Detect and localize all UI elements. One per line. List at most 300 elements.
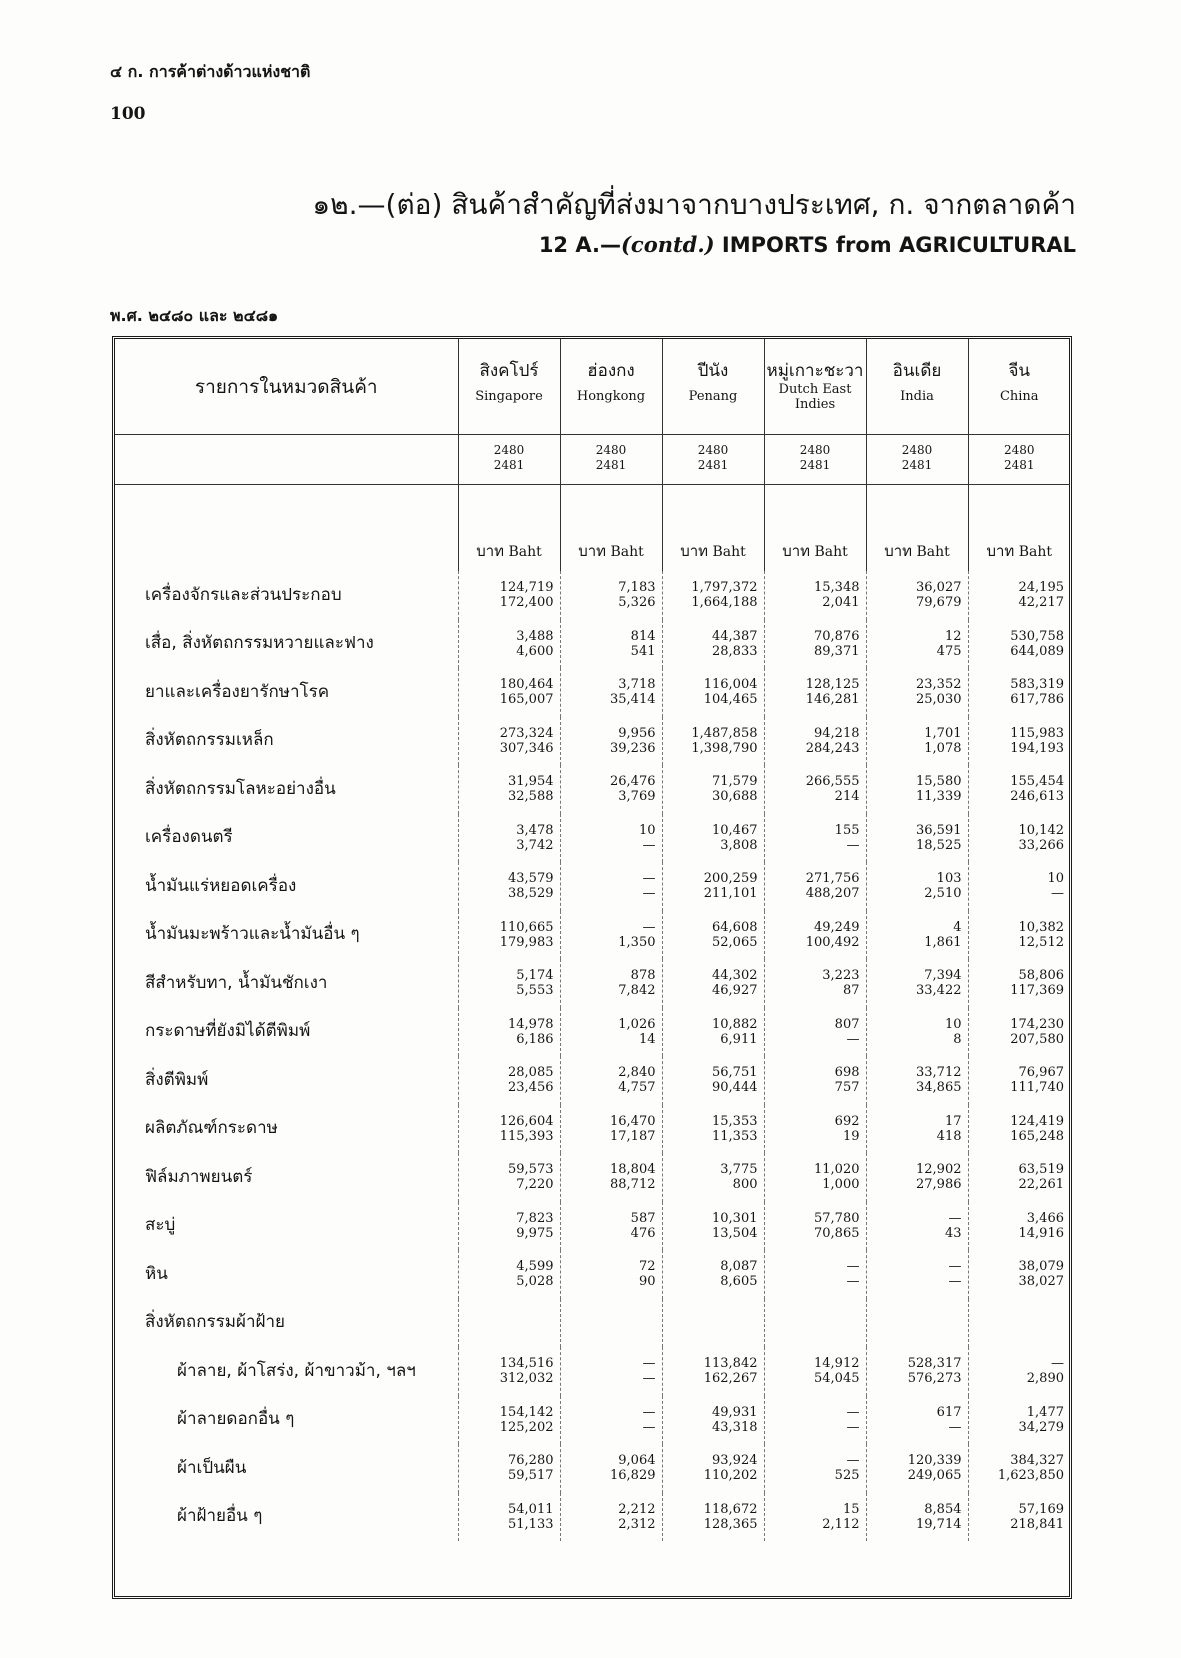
country-header (458, 339, 560, 435)
year-label: 2481 (697, 458, 729, 472)
value-cell (662, 1008, 764, 1057)
value-2481: 18,525 (916, 837, 962, 853)
value-cell (764, 1105, 866, 1154)
value-cell (866, 717, 968, 766)
value-cell (560, 1008, 662, 1057)
title-english-number: 12 A.— (538, 233, 621, 257)
value-cell (458, 1153, 560, 1202)
table-row (115, 1056, 1070, 1105)
table-row (115, 1299, 1070, 1348)
value-cell (866, 1493, 968, 1542)
value-2481: 111,740 (1010, 1080, 1064, 1096)
table-row (115, 1396, 1070, 1445)
value-cell (764, 814, 866, 863)
unit-label-thai: บาท (578, 542, 607, 560)
value-2481: 541 (630, 643, 656, 659)
value-2481: 179,983 (499, 934, 554, 950)
value-2480: 200,259 (703, 871, 758, 887)
country-name-thai: ปีนัง (697, 361, 729, 381)
value-cell (662, 959, 764, 1008)
unit-label-english: Baht (610, 544, 644, 560)
row-item-label: ผ้าฝ้ายอื่น ๆ (177, 1506, 263, 1527)
value-2481: 11,353 (712, 1128, 758, 1144)
value-2481: 576,273 (907, 1371, 962, 1387)
value-2480: 126,604 (499, 1113, 554, 1129)
value-2480: 3,488 (516, 628, 554, 644)
value-cell (458, 1202, 560, 1251)
value-2481: 218,841 (1010, 1516, 1064, 1532)
value-2481: 1,350 (618, 934, 656, 950)
value-cell (968, 959, 1070, 1008)
value-2480: 76,280 (508, 1453, 554, 1469)
value-cell (764, 1250, 866, 1299)
value-cell (662, 765, 764, 814)
unit-label-thai: บาท (782, 542, 811, 560)
value-cell (662, 1396, 764, 1445)
value-2480: 4,599 (516, 1259, 554, 1275)
value-2481: 5,553 (516, 983, 554, 999)
value-cell (968, 571, 1070, 620)
row-item-label: กระดาษที่ยังมิได้ตีพิมพ์ (145, 1021, 311, 1042)
value-2481: 117,369 (1010, 983, 1064, 999)
country-name-english: India (900, 389, 934, 404)
value-2481: 16,829 (610, 1468, 656, 1484)
value-2481: 1,623,850 (997, 1468, 1064, 1484)
year-label: 2481 (799, 458, 831, 472)
title-english-text: IMPORTS from AGRICULTURAL (721, 233, 1076, 257)
value-2481: 23,456 (508, 1080, 554, 1096)
value-cell (968, 1008, 1070, 1057)
value-2481: 8 (953, 1031, 962, 1047)
value-cell (458, 765, 560, 814)
value-cell (968, 1056, 1070, 1105)
value-2481: 28,833 (712, 643, 758, 659)
value-cell (560, 1056, 662, 1105)
row-item-label: สีสำหรับทา, น้ำมันชักเงา (145, 972, 328, 993)
value-2480: 3,478 (516, 822, 554, 838)
value-2481: 246,613 (1010, 789, 1064, 805)
value-2480: 23,352 (916, 677, 962, 693)
value-2480: 49,249 (814, 919, 860, 935)
value-2480: 134,516 (499, 1356, 554, 1372)
value-2480: 63,519 (1018, 1162, 1064, 1178)
value-2480: 3,223 (822, 968, 860, 984)
value-cell (560, 814, 662, 863)
value-2481: 6,186 (516, 1031, 554, 1047)
value-2481: 33,266 (1018, 837, 1064, 853)
country-name-english: Hongkong (576, 389, 646, 404)
value-2481: 43,318 (712, 1419, 758, 1435)
value-cell (968, 1105, 1070, 1154)
country-header (560, 339, 662, 435)
value-2480: 9,956 (618, 725, 656, 741)
value-2481: 1,861 (924, 934, 962, 950)
value-2480: 3,718 (618, 677, 656, 693)
title-english (539, 232, 1076, 257)
year-label: 2480 (493, 443, 525, 457)
value-2480: 155,454 (1010, 774, 1064, 790)
value-cell (866, 814, 968, 863)
value-cell (560, 1153, 662, 1202)
value-cell (560, 1250, 662, 1299)
value-2480: 180,464 (499, 677, 554, 693)
country-header-row (115, 339, 1070, 435)
value-cell (866, 862, 968, 911)
value-2481: 418 (936, 1128, 962, 1144)
value-2480: 15,580 (916, 774, 962, 790)
row-item-label: ผ้าลายดอกอื่น ๆ (177, 1409, 295, 1430)
value-cell (866, 1008, 968, 1057)
value-2481: — (846, 1419, 860, 1435)
value-2480: 1,477 (1026, 1404, 1064, 1420)
table-row (115, 1105, 1070, 1154)
table-row (115, 765, 1070, 814)
value-2480: 59,573 (508, 1162, 554, 1178)
year-label: 2480 (799, 443, 831, 457)
value-2481: 207,580 (1010, 1031, 1064, 1047)
value-cell (764, 571, 866, 620)
value-2480: 617 (936, 1404, 962, 1420)
value-2481: 644,089 (1010, 643, 1064, 659)
value-2481: 284,243 (805, 740, 860, 756)
value-2480: 10,142 (1018, 822, 1064, 838)
value-2480: 18,804 (610, 1162, 656, 1178)
value-2481: 165,248 (1010, 1128, 1064, 1144)
years-cell (458, 435, 560, 485)
value-2480: — (642, 1404, 656, 1420)
value-cell (458, 1493, 560, 1542)
row-item-label: ฟิล์มภาพยนตร์ (145, 1166, 253, 1187)
value-2480: 530,758 (1010, 628, 1064, 644)
value-cell (662, 571, 764, 620)
value-2480: 93,924 (712, 1453, 758, 1469)
value-2481: 25,030 (916, 692, 962, 708)
value-2480: 10 (638, 822, 656, 838)
value-cell (458, 1444, 560, 1493)
value-2480: 5,174 (516, 968, 554, 984)
value-2481: 2,312 (618, 1516, 656, 1532)
value-2480: 266,555 (805, 774, 860, 790)
value-cell (764, 1493, 866, 1542)
value-cell (866, 620, 968, 669)
value-2480: 9,064 (618, 1453, 656, 1469)
value-cell (458, 1008, 560, 1057)
value-2481: — (1051, 886, 1064, 902)
value-cell (662, 1056, 764, 1105)
value-2481: 162,267 (703, 1371, 758, 1387)
value-2481: 4,600 (516, 643, 554, 659)
table-row (115, 814, 1070, 863)
value-2480: 4 (953, 919, 962, 935)
table-row (115, 1444, 1070, 1493)
value-2480: — (846, 1259, 860, 1275)
value-2481: 34,279 (1018, 1419, 1064, 1435)
country-header (968, 339, 1070, 435)
value-2481: 4,757 (618, 1080, 656, 1096)
value-cell (560, 1347, 662, 1396)
row-item-label: สิ่งหัตถกรรมโลหะอย่างอื่น (145, 778, 336, 799)
value-2480: 1,026 (618, 1016, 656, 1032)
value-2481: 312,032 (499, 1371, 554, 1387)
value-2480: 698 (834, 1065, 860, 1081)
value-cell (764, 862, 866, 911)
row-item-label: สิ่งหัตถกรรมเหล็ก (145, 730, 274, 751)
page-number: 100 (110, 104, 146, 124)
value-2480: — (846, 1404, 860, 1420)
value-2480: 49,931 (712, 1404, 758, 1420)
value-2480: 12 (944, 628, 962, 644)
country-name-english: Penang (688, 389, 738, 404)
value-2480: 7,823 (516, 1210, 554, 1226)
country-name-english: China (999, 389, 1039, 404)
value-2481: 3,808 (720, 837, 758, 853)
unit-label-thai: บาท (680, 542, 709, 560)
value-2481: 39,236 (610, 740, 656, 756)
value-2481: 27,986 (916, 1177, 962, 1193)
value-cell (458, 1250, 560, 1299)
table-row (115, 911, 1070, 960)
value-2481: 34,865 (916, 1080, 962, 1096)
value-2480: 72 (638, 1259, 656, 1275)
country-header (662, 339, 764, 435)
value-2480: 692 (834, 1113, 860, 1129)
value-2480: 587 (630, 1210, 656, 1226)
value-cell (560, 959, 662, 1008)
title-thai: ๑๒.—(ต่อ) สินค้าสำคัญที่ส่งมาจากบางประเทศ, ก. จากตลาดค้า (312, 188, 1076, 221)
value-2480: 583,319 (1010, 677, 1064, 693)
table-row (115, 959, 1070, 1008)
country-name-english-line: Dutch East (778, 382, 852, 397)
value-2481: 1,000 (822, 1177, 860, 1193)
value-2480: 113,842 (703, 1356, 758, 1372)
value-2481: 146,281 (805, 692, 860, 708)
value-cell (866, 1056, 968, 1105)
value-2480: 8,854 (924, 1501, 962, 1517)
value-2480: 15 (842, 1501, 860, 1517)
value-2480: 76,967 (1018, 1065, 1064, 1081)
value-cell (968, 668, 1070, 717)
value-cell (764, 1153, 866, 1202)
value-2481: 165,007 (499, 692, 554, 708)
table-row (115, 1008, 1070, 1057)
value-2480: 155 (834, 822, 860, 838)
country-name-english (765, 382, 866, 412)
value-2481: 19,714 (916, 1516, 962, 1532)
value-cell (458, 1299, 560, 1348)
value-cell (662, 911, 764, 960)
years-caption: พ.ศ. ๒๔๘๐ และ ๒๔๘๑ (110, 306, 279, 325)
value-2481: 211,101 (703, 886, 758, 902)
value-cell (968, 911, 1070, 960)
value-2480: 118,672 (703, 1501, 758, 1517)
table-row (115, 717, 1070, 766)
value-2480: 17 (944, 1113, 962, 1129)
value-2481: 1,078 (924, 740, 962, 756)
table-row (115, 1202, 1070, 1251)
value-cell (662, 717, 764, 766)
year-label: 2480 (697, 443, 729, 457)
value-cell (458, 620, 560, 669)
value-2481: 6,911 (720, 1031, 758, 1047)
value-cell (662, 814, 764, 863)
value-2480: 115,983 (1010, 725, 1064, 741)
value-2481: 33,422 (916, 983, 962, 999)
value-2480: 15,348 (814, 580, 860, 596)
value-2480: 124,719 (499, 580, 554, 596)
value-2481: — (642, 837, 656, 853)
value-2481: — (642, 1419, 656, 1435)
value-cell (458, 862, 560, 911)
value-cell (560, 862, 662, 911)
value-cell (968, 814, 1070, 863)
value-cell (560, 1299, 662, 1348)
value-cell (458, 668, 560, 717)
value-2481: — (642, 886, 656, 902)
value-cell (458, 717, 560, 766)
value-cell (560, 717, 662, 766)
value-2481: 19 (842, 1128, 860, 1144)
value-2480: 124,419 (1010, 1113, 1064, 1129)
value-2480: 1,797,372 (691, 580, 758, 596)
country-name-thai: ฮ่องกง (587, 361, 635, 381)
value-cell (662, 1153, 764, 1202)
value-2481: — (846, 1031, 860, 1047)
title-english-contd: (contd.) (620, 232, 715, 257)
value-cell (968, 862, 1070, 911)
value-cell (866, 765, 968, 814)
country-name-thai: จีน (1008, 361, 1031, 381)
value-cell (866, 1153, 968, 1202)
value-cell (968, 1444, 1070, 1493)
year-label: 2481 (901, 458, 933, 472)
value-2480: — (642, 1356, 656, 1372)
value-cell (458, 1056, 560, 1105)
country-name-english: Singapore (475, 389, 543, 404)
value-2480: 31,954 (508, 774, 554, 790)
value-2480: 807 (834, 1016, 860, 1032)
unit-label-english: Baht (814, 544, 848, 560)
table-row (115, 668, 1070, 717)
value-2480: 10,382 (1018, 919, 1064, 935)
year-label: 2481 (1003, 458, 1035, 472)
value-cell (662, 862, 764, 911)
unit-row-spacer (115, 485, 458, 572)
value-cell (662, 1250, 764, 1299)
value-2481: 46,927 (712, 983, 758, 999)
value-2481: 488,207 (805, 886, 860, 902)
value-2480: 10,467 (712, 822, 758, 838)
value-2480: 103 (936, 871, 962, 887)
value-2480: 64,608 (712, 919, 758, 935)
value-2480: 10 (1047, 871, 1064, 887)
country-header (866, 339, 968, 435)
value-2481: — (948, 1274, 962, 1290)
value-2480: 10,301 (712, 1210, 758, 1226)
value-2480: 110,665 (499, 919, 554, 935)
unit-label-english: Baht (1018, 544, 1053, 560)
unit-cell (764, 485, 866, 572)
value-2480: 58,806 (1018, 968, 1064, 984)
years-row (115, 435, 1070, 485)
value-2480: 70,876 (814, 628, 860, 644)
value-cell (866, 1299, 968, 1348)
value-2480: 8,087 (720, 1259, 758, 1275)
value-2480: 116,004 (703, 677, 758, 693)
value-2481: 38,529 (508, 886, 554, 902)
value-cell (764, 765, 866, 814)
unit-cell (968, 485, 1070, 572)
value-cell (866, 959, 968, 1008)
value-2480: 174,230 (1010, 1016, 1064, 1032)
table-row (115, 1250, 1070, 1299)
unit-label-english: Baht (916, 544, 950, 560)
value-2480: 3,466 (1026, 1210, 1064, 1226)
value-2481: 22,261 (1018, 1177, 1064, 1193)
value-2480: 43,579 (508, 871, 554, 887)
value-cell (968, 1347, 1070, 1396)
value-cell (458, 959, 560, 1008)
value-2481: 52,065 (712, 934, 758, 950)
value-2480: 7,394 (924, 968, 962, 984)
value-cell (560, 1396, 662, 1445)
unit-label-english: Baht (712, 544, 746, 560)
value-cell (866, 668, 968, 717)
value-2481: 7,842 (618, 983, 656, 999)
value-2480: 528,317 (907, 1356, 962, 1372)
value-2480: 154,142 (499, 1404, 554, 1420)
value-2480: 878 (630, 968, 656, 984)
value-2480: 94,218 (814, 725, 860, 741)
value-2481: 115,393 (499, 1128, 554, 1144)
value-2480: — (642, 871, 656, 887)
value-2480: 10,882 (712, 1016, 758, 1032)
value-2480: 24,195 (1018, 580, 1064, 596)
value-2481: 35,414 (610, 692, 656, 708)
table-row (115, 862, 1070, 911)
value-2481: — (846, 1274, 860, 1290)
value-cell (560, 1444, 662, 1493)
value-cell (764, 1299, 866, 1348)
country-name-thai: อินเดีย (892, 361, 942, 381)
value-2481: 475 (936, 643, 962, 659)
value-2481: 3,742 (516, 837, 554, 853)
value-cell (968, 1202, 1070, 1251)
value-2481: 757 (834, 1080, 860, 1096)
value-2480: 128,125 (805, 677, 860, 693)
year-label: 2481 (493, 458, 525, 472)
value-2481: 54,045 (814, 1371, 860, 1387)
value-cell (560, 571, 662, 620)
imports-table-frame (112, 336, 1072, 1599)
value-2480: 10 (944, 1016, 962, 1032)
value-2480: 26,476 (610, 774, 656, 790)
value-cell (764, 717, 866, 766)
row-item-label: เครื่องจักรและส่วนประกอบ (145, 584, 342, 605)
row-item-label: ผ้าเป็นผืน (177, 1457, 247, 1478)
value-2481: 194,193 (1010, 740, 1064, 756)
value-2481: 42,217 (1018, 595, 1064, 611)
years-cell (968, 435, 1070, 485)
value-2481: 128,365 (703, 1516, 758, 1532)
value-2481: 1,664,188 (691, 595, 758, 611)
value-cell (560, 668, 662, 717)
value-cell (662, 668, 764, 717)
value-2480: — (846, 1453, 860, 1469)
value-cell (764, 959, 866, 1008)
value-2480: 28,085 (508, 1065, 554, 1081)
value-2481: 125,202 (499, 1419, 554, 1435)
value-2481: 172,400 (499, 595, 554, 611)
